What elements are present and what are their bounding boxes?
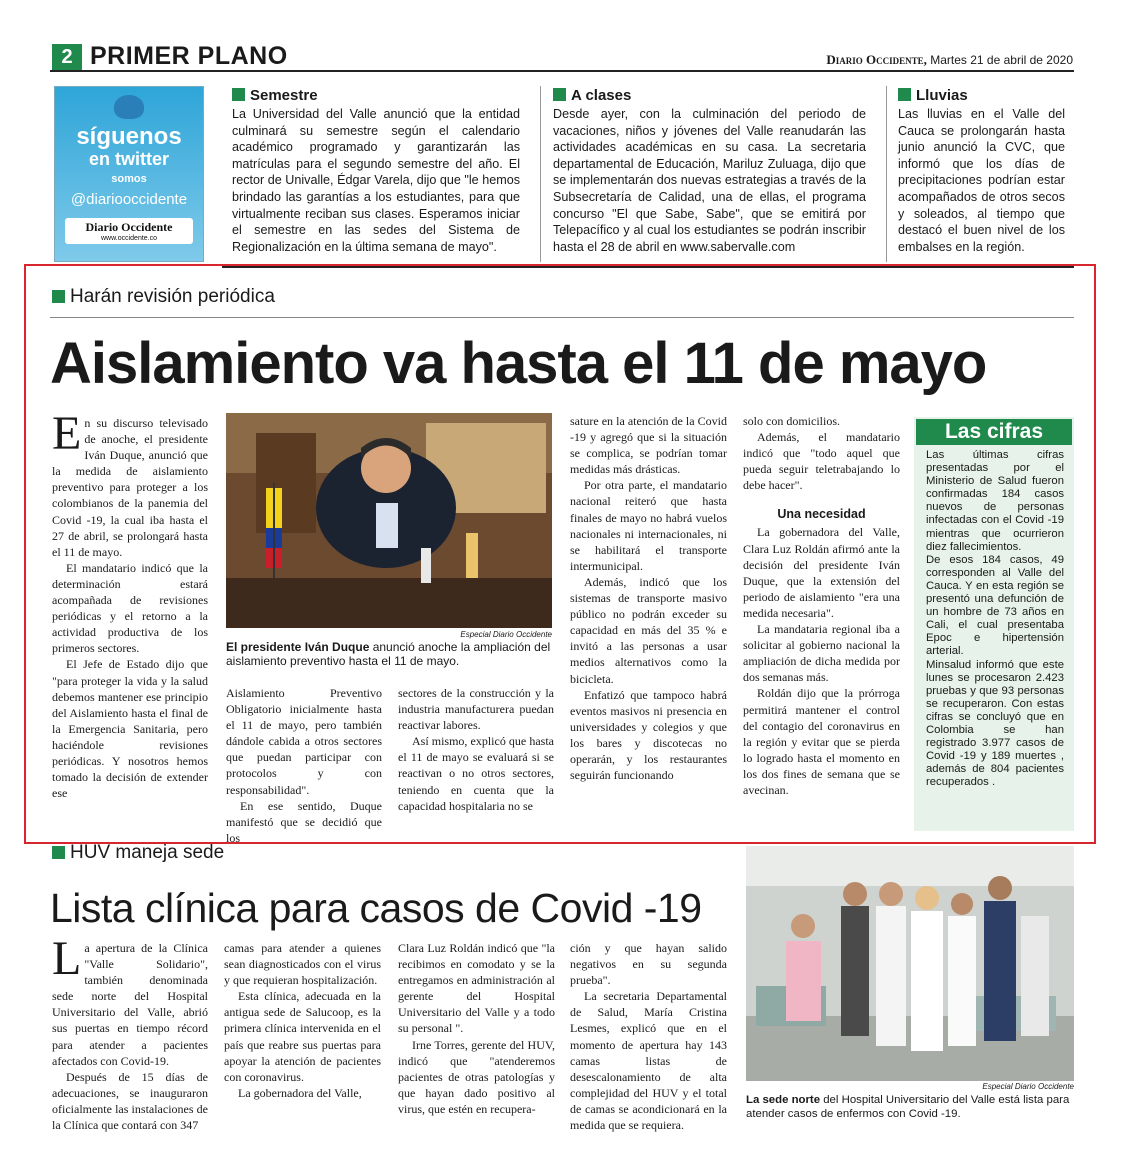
article-paragraph: El Jefe de Estado dijo que "para proteger la vida y la salud debemos mantener ese principio del Aislamiento hasta el final de la Emergencia Sanitaria, pero haciéndole revisiones periódicas. Y nosotros hemos tomado la decisión de extender ese — [52, 657, 208, 801]
column-divider — [886, 86, 887, 262]
dateline — [826, 52, 1073, 68]
cifras-title: Las cifras — [916, 419, 1072, 445]
article-paragraph: Aislamiento Preventivo Obligatorio inicialmente hasta el 11 de mayo, pero también dándole cabida a otros sectores que puedan participar con protocolos y con responsabilidad". — [226, 686, 382, 797]
dropcap: L — [52, 932, 82, 985]
newspaper-logo — [65, 218, 193, 244]
twitter-ad-line1: síguenos — [76, 123, 182, 150]
square-bullet-icon — [52, 846, 65, 859]
brief-title: A clases — [553, 88, 866, 104]
article-paragraph: La mandataria regional iba a solicitar al gobierno nacional la ampliación de dicha medida por dos semanas más. — [743, 622, 900, 685]
article-paragraph: Así mismo, explicó que hasta el 11 de mayo se evaluará si se reactivan o no otros sectores, teniendo en cuenta que la capacidad hospitalaria no se — [398, 734, 554, 813]
photo-credit: Especial Diario Occidente — [982, 1082, 1074, 1091]
article-column-2 — [224, 940, 381, 1101]
brief-title: Semestre — [232, 88, 520, 104]
twitter-handle: @diariooccidente — [70, 191, 188, 208]
twitter-ad-line3: somos — [111, 173, 147, 185]
issue-date: Martes 21 de abril de 2020 — [930, 53, 1073, 67]
header-rule — [50, 70, 1074, 72]
article-paragraph: Irne Torres, gerente del HUV, indicó que "atenderemos pacientes de otras patologías y que hayan dado positivo al virus, que estén en recupera- — [398, 1037, 555, 1116]
article-paragraph: La gobernadora del Valle, — [238, 1085, 362, 1100]
brief-a-clases — [553, 88, 866, 255]
photo-caption: La sede norte del Hospital Universitario del Valle está lista para atender casos de enfermos con Covid -19. — [746, 1094, 1070, 1120]
article-headline: Lista clínica para casos de Covid -19 — [50, 885, 702, 931]
article-paragraph: solo con domicilios. — [743, 414, 840, 428]
article-paragraph: sature en la atención de la Covid -19 y agregó que si la situación se complica, se podrían tomar medidas más drásticas. — [570, 414, 727, 477]
cifras-paragraph: De esos 184 casos, 49 corresponden al Valle del Cauca. Y en esta región se presentó una defunción de un hombre de 73 años en Cali, el cual presentaba Epoc e hipertensión arterial. — [926, 553, 1064, 658]
square-bullet-icon — [553, 88, 566, 101]
article-paragraph: Roldán dijo que la prórroga permitirá mantener el control del contagio del coronavirus en la región y evitar que se pierda lo logrado hasta el momento en los dos fines de semana que se avecinan. — [743, 686, 900, 797]
brief-lluvias — [898, 88, 1065, 255]
article-paragraph: Además, indicó que los sistemas de transporte masivo público no podrán exceder su capacidad en más del 35 % e invitó a las personas a usar medios alternativos como la bicicleta. — [570, 574, 727, 686]
section-title: PRIMER PLANO — [90, 42, 288, 70]
brief-semestre — [232, 88, 520, 255]
article-paragraph: Por otra parte, el mandatario nacional reiteró que hasta finales de mayo no habrá vuelos nacionales ni internacionales, ni se habilitará el transporte intermunicipal. — [570, 478, 727, 573]
article-kicker: HUV maneja sede — [52, 842, 224, 864]
bird-icon — [114, 95, 144, 119]
brief-text: La Universidad del Valle anunció que la entidad culminará su semestre según el calendario académico programado y garantizarán las matrículas para el segundo semestre del año. El rector de Univalle, Édgar Varela, dijo que "le hemos brindado las garantías a los estudiantes, para que virtualmente reciban sus clases. Esperamos iniciar el semestre en las sedes del Sistema de Regionalización en la última semana de mayo". — [232, 107, 520, 254]
brief-title: Lluvias — [898, 88, 1065, 104]
article-paragraph: En ese sentido, Duque manifestó que se decidió que los — [226, 798, 382, 845]
square-bullet-icon — [232, 88, 245, 101]
brief-text: Desde ayer, con la culminación del periodo de vacaciones, niños y jóvenes del Valle reanudarán las actividades académicas en su casa. La secretaria departamental de Educación, Mariluz Zuluaga, dijo que se implementarán dos nuevas estrategias a través de la Subsecretaría de Calidad, una de ellas, el programa concurso "El que Sabe, Sabe", que se emitirá por Telepacífico y al cual los estudiantes se podrán inscribir hasta el 28 de abril en www.sabervalle.com — [553, 107, 866, 254]
article-column-3 — [398, 940, 555, 1117]
paper-name: Diario Occidente, — [826, 52, 927, 67]
cifras-paragraph: Las últimas cifras presentadas por el Ministerio de Salud fueron confirmadas 184 casos nuevos de personas infectadas con el Covid -19 mientras que ocurrieron diez fallecimientos. — [926, 449, 1064, 553]
logo-url: www.occidente.co — [100, 235, 158, 242]
column-divider — [540, 86, 541, 262]
square-bullet-icon — [898, 88, 911, 101]
article-paragraph: El mandatario indicó que la determinación estará acompañada de revisiones periódicas y el retorno a la actividad productiva de los primeros sectores. — [52, 560, 208, 656]
article-paragraph: ción y que hayan salido negativos en su segunda prueba". — [570, 941, 727, 988]
article-column-4 — [570, 940, 727, 1133]
article-paragraph: Enfatizó que tampoco habrá eventos masivos ni presencia en universidades y colegios y que los bares y discotecas no operarán, y los restaurantes seguirán funcionando — [570, 687, 727, 783]
photo-credit: Especial Diario Occidente — [460, 630, 552, 639]
brief-text: Las lluvias en el Valle del Cauca se prolongarán hasta junio anunció la CVC, que informó que los días de precipitaciones podrían estar acompañados de otros secos y soleados, al tiempo que destacó el buen nivel de los embalses en la región. — [898, 107, 1065, 254]
highlight-box — [24, 264, 1096, 844]
article-paragraph: La gobernadora del Valle, Clara Luz Roldán afirmó ante la decisión del presidente Iván Duque, que la extensión del periodo de aislamiento "era una medida necesaria". — [743, 525, 900, 620]
article-paragraph: En su discurso televisado de anoche, el presidente Iván Duque, anunció que la medida de aislamiento preventivo para proteger a los colombianos de la panemia del Covid -19, la cual iba hasta el 27 de abril, se prolongará hasta el 11 de mayo. — [52, 407, 208, 559]
article-paragraph: Clara Luz Roldán indicó que "la recibimos en comodato y se la entregamos en administración al gerente del Hospital Universitario del Valle y a todo su personal ". — [398, 941, 555, 1036]
article-paragraph: Esta clínica, adecuada en la antigua sede de Salucoop, es la primera clínica intervenida en el país que reabre sus puertas para apoyar la atención de pacientes con coronavirus. — [224, 989, 381, 1084]
article-subhead: Una necesidad — [777, 507, 866, 522]
page-number: 2 — [52, 44, 82, 70]
article-paragraph: Además, el mandatario indicó que "todo aquel que pueda seguir teletrabajando lo debe hacer". — [743, 430, 900, 493]
dropcap: E — [52, 407, 82, 460]
logo-name: Diario Occidente — [85, 220, 173, 234]
article-paragraph: La apertura de la Clínica "Valle Solidario", también denominada sede norte del Hospital Universitario del Valle, abrió sus puertas en tiempo récord para atender a pacientes afectados con Covid-19. — [52, 932, 208, 1068]
article-headline: Aislamiento va hasta el 11 de mayo — [50, 331, 987, 396]
twitter-ad[interactable] — [54, 86, 204, 262]
photo-caption: El presidente Iván Duque anunció anoche la ampliación del aislamiento preventivo hasta el 11 de mayo. — [226, 640, 551, 668]
twitter-ad-line2: en twitter — [88, 149, 169, 169]
article-paragraph: La secretaria Departamental de Salud, María Cristina Lesmes, explicó que en el momento de apertura hay 143 camas listas de desescalonamiento de alta complejidad del HUV y el total de camas se acondicionará en la medida que se requiera. — [570, 989, 727, 1133]
article-column-1 — [52, 932, 208, 1133]
cifras-paragraph: Minsalud informó que este lunes se procesaron 2.423 pruebas y que 93 personas se recuperaron. Con estas cifras se concluyó que en Colombia se han registrado 3.977 casos de Covid -19 y 189 muertes , además de 804 pacientes recuperados . — [926, 658, 1064, 789]
article-paragraph: sectores de la construcción y la industria manufacturera puedan reactivar labores. — [398, 686, 554, 733]
article-kicker: Harán revisión periódica — [52, 286, 275, 308]
article-paragraph: Después de 15 días de adecuaciones, se inauguraron oficialmente las instalaciones de la Clínica que contará con 347 — [52, 1069, 208, 1133]
clinic-photo — [746, 846, 1074, 1081]
article-paragraph: camas para atender a quienes sean diagnosticados con el virus y que requieran hospitalización. — [224, 941, 381, 988]
